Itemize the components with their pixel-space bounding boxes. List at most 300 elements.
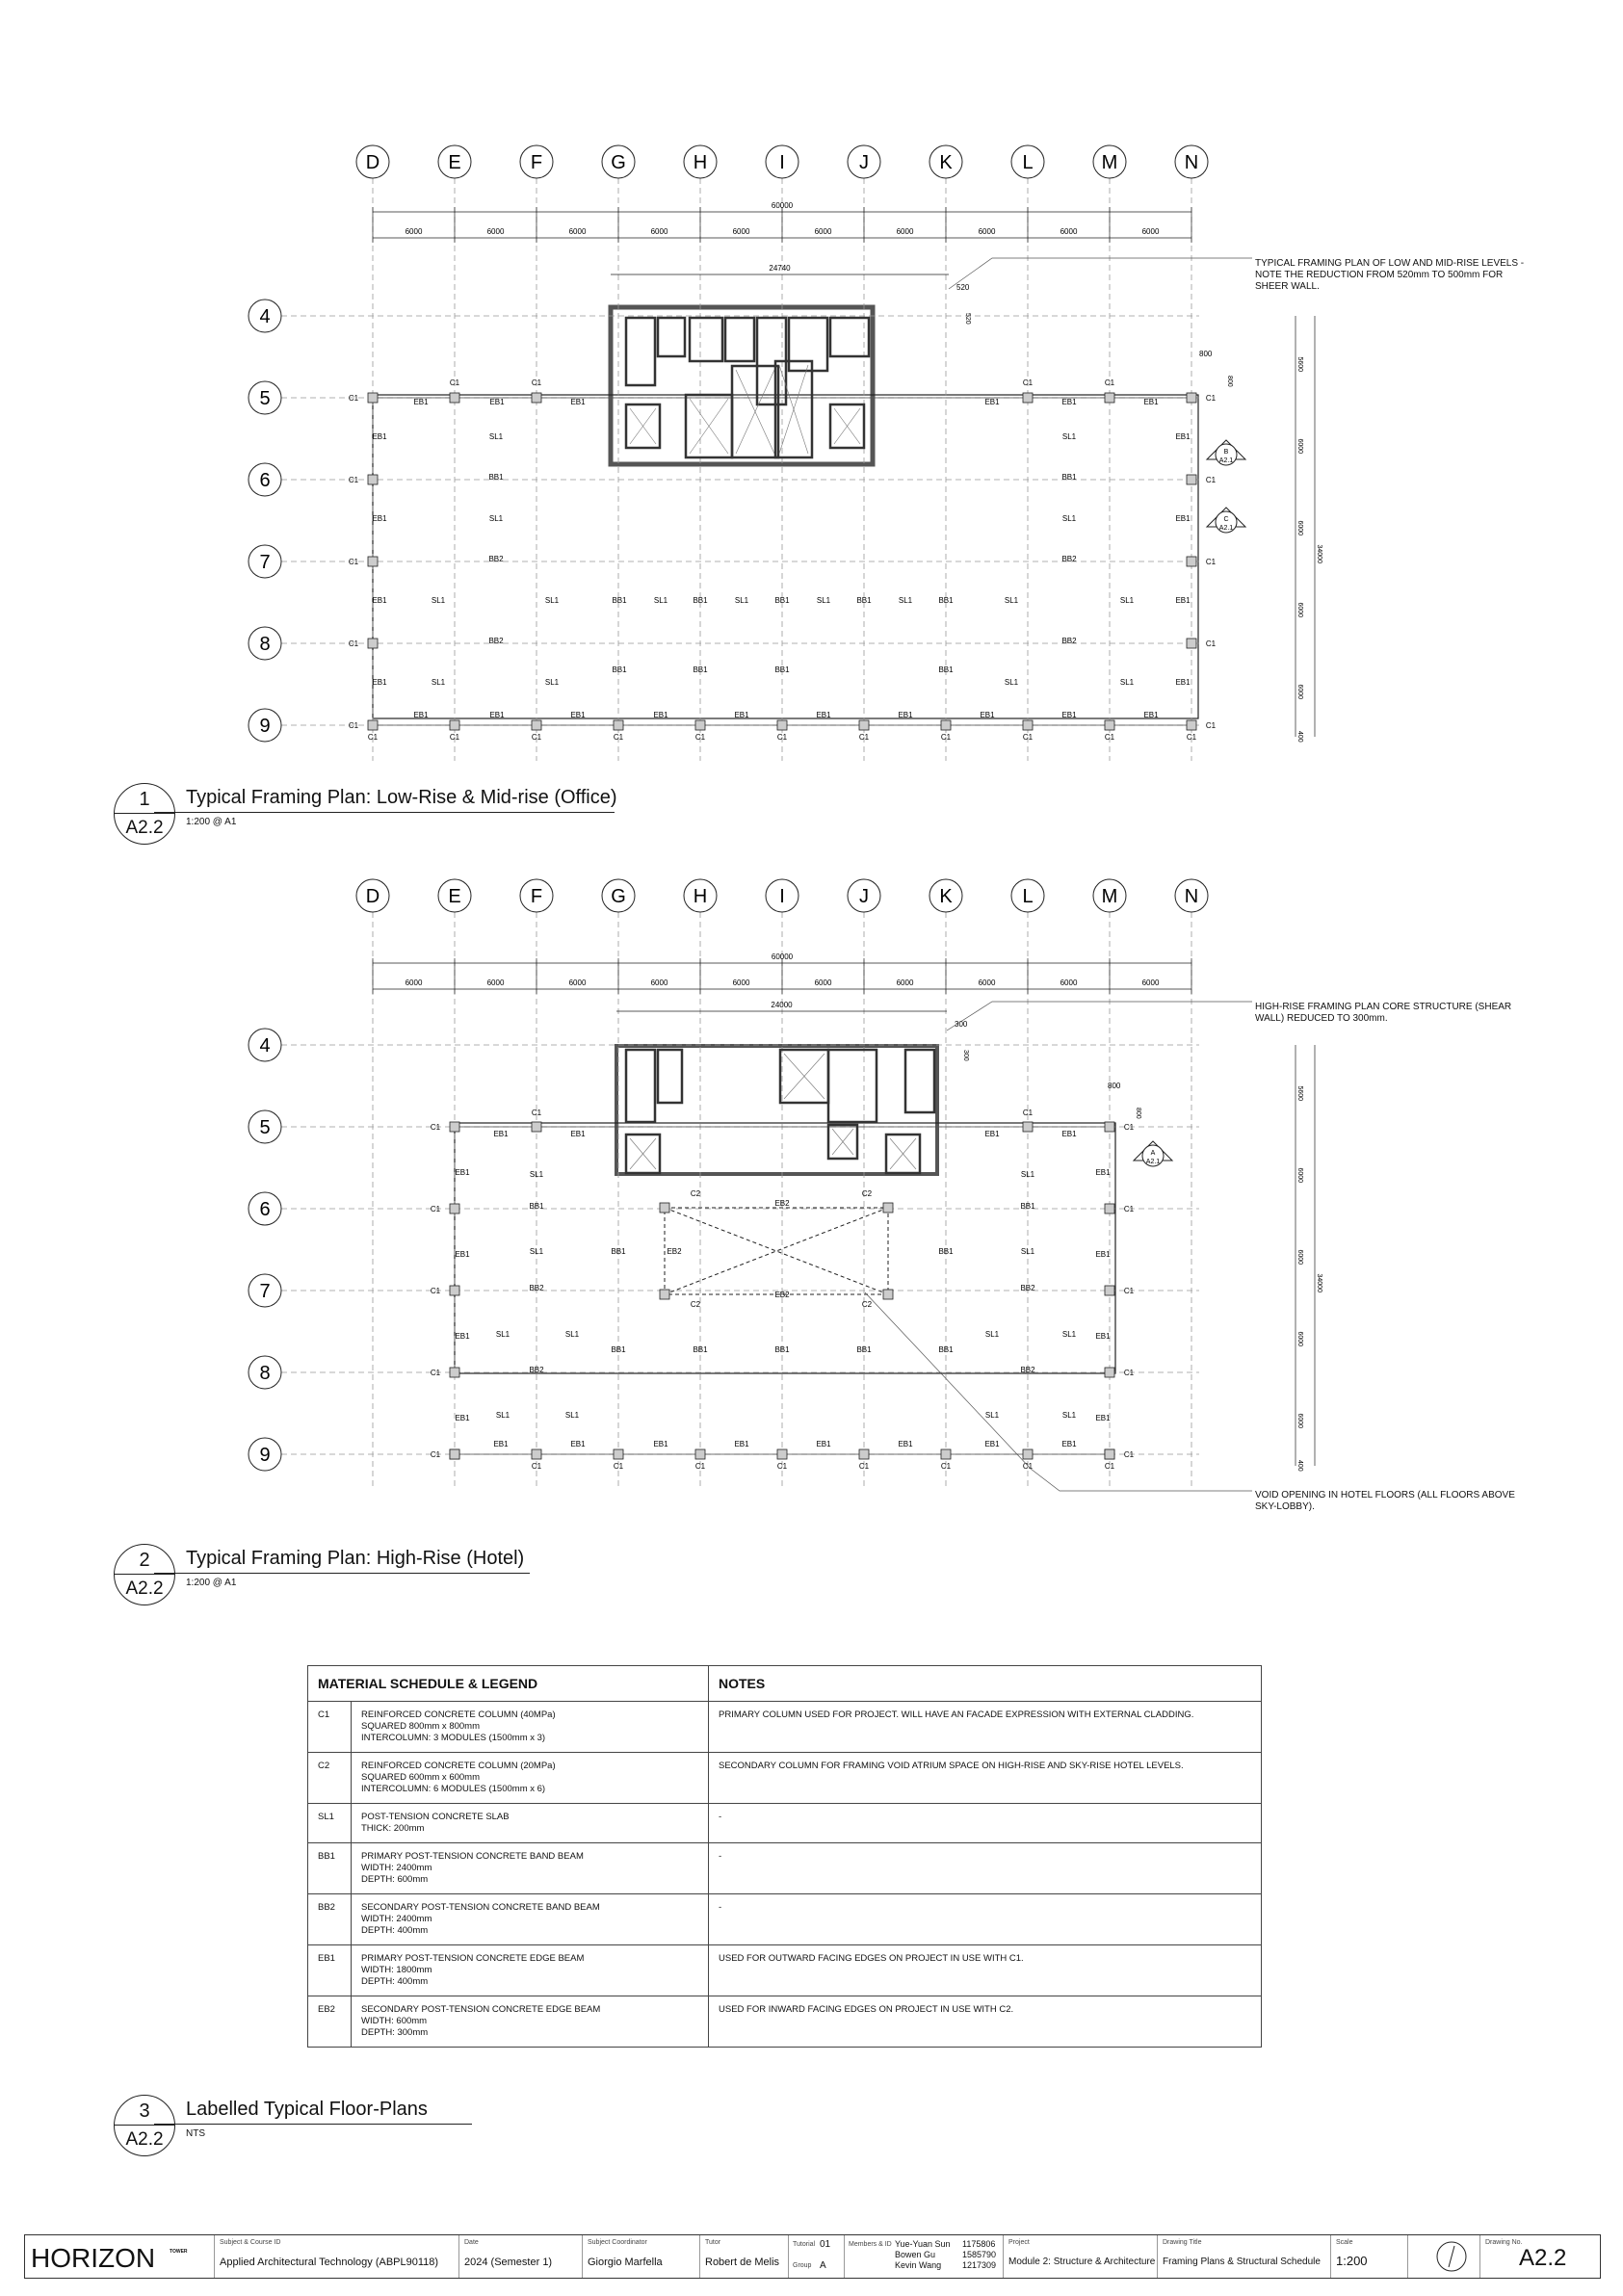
member-label: EB1: [1061, 1440, 1077, 1448]
column: [1187, 393, 1196, 403]
dimension: 6000: [814, 978, 832, 987]
member-label: SL1: [653, 596, 668, 605]
member-row: Bowen Gu 1585790: [895, 2250, 997, 2259]
member-label: SL1: [734, 596, 749, 605]
member-label: SL1: [431, 596, 446, 605]
member-label: EB1: [984, 1130, 1000, 1138]
grid-label: K: [939, 886, 953, 907]
member-label: EB1: [1095, 1250, 1111, 1259]
member-label: C1: [694, 1462, 706, 1471]
grid-label: I: [779, 886, 785, 907]
member-label: EB1: [455, 1168, 470, 1177]
grid-label: 9: [259, 1445, 271, 1466]
member-label: BB1: [693, 1345, 708, 1354]
drawing-badge-1: [114, 783, 175, 845]
member-label: SL1: [1020, 1247, 1035, 1256]
column: [450, 1204, 459, 1213]
member-label: EB1: [1095, 1332, 1111, 1341]
dimension: 5600: [1296, 356, 1303, 373]
member-label: BB1: [488, 473, 504, 482]
core-cell: [830, 318, 869, 356]
member-label: EB1: [570, 1130, 586, 1138]
column: [532, 720, 541, 730]
dimension: 6000: [568, 978, 587, 987]
member-label: C1: [1123, 1123, 1135, 1132]
dimension: 6000: [1296, 1249, 1303, 1265]
column: [883, 1290, 893, 1299]
group: A: [820, 2260, 826, 2271]
member-label: EB1: [1175, 514, 1191, 523]
member-label: C2: [690, 1189, 701, 1198]
member-label: C1: [858, 1462, 870, 1471]
schedule-description: REINFORCED CONCRETE COLUMN (20MPa) SQUARED 600mm x 600mm INTERCOLUMN: 6 MODULES (1500mm x 6): [352, 1753, 709, 1804]
member-label: SL1: [488, 514, 504, 523]
column: [777, 720, 787, 730]
member-label: SL1: [1004, 678, 1019, 687]
column: [1187, 557, 1196, 566]
section-letter: B: [1223, 449, 1229, 456]
member-label: EB1: [653, 711, 668, 719]
grid-label: G: [611, 152, 626, 173]
member-label: C2: [861, 1189, 873, 1198]
member-label: C1: [1123, 1450, 1135, 1459]
member-label: C1: [1205, 558, 1217, 566]
member-label: EB1: [570, 1440, 586, 1448]
member-label: C1: [694, 733, 706, 742]
member-label: SL1: [1061, 432, 1077, 441]
member-label: C1: [348, 558, 359, 566]
column: [1023, 1122, 1033, 1132]
member-label: BB2: [1061, 555, 1077, 563]
grid-label: 9: [259, 716, 271, 737]
member-label: SL1: [898, 596, 913, 605]
member-label: C1: [1186, 733, 1197, 742]
dimension: 6000: [1296, 438, 1303, 455]
scale: 1:200: [1336, 2254, 1368, 2268]
drawing-title-1: Typical Framing Plan: Low-Rise & Mid-rise (Office): [186, 787, 617, 808]
column: [1105, 1204, 1114, 1213]
grid-label: D: [365, 152, 380, 173]
schedule-description: REINFORCED CONCRETE COLUMN (40MPa) SQUARED 800mm x 800mm INTERCOLUMN: 3 MODULES (1500mm x 3): [352, 1702, 709, 1753]
grid-label: 8: [259, 634, 271, 655]
member-label: EB1: [1175, 596, 1191, 605]
column: [1023, 720, 1033, 730]
column: [532, 1122, 541, 1132]
dimension: 6000: [1060, 227, 1078, 236]
member-label: EB1: [898, 1440, 913, 1448]
member-label: BB1: [774, 1345, 790, 1354]
column: [1023, 393, 1033, 403]
member-label: EB1: [372, 514, 387, 523]
member-label: EB1: [489, 711, 505, 719]
member-label: BB1: [693, 596, 708, 605]
grid-label: H: [693, 152, 708, 173]
member-label: C1: [1022, 1109, 1034, 1117]
member-label: EB2: [774, 1199, 790, 1208]
member-label: C1: [430, 1450, 441, 1459]
grid-label: 4: [259, 306, 271, 327]
member-label: C1: [430, 1287, 441, 1295]
schedule-description: PRIMARY POST-TENSION CONCRETE EDGE BEAM WIDTH: 1800mm DEPTH: 400mm: [352, 1945, 709, 1996]
grid-label: 7: [259, 552, 271, 573]
member-label: C1: [348, 476, 359, 484]
core-cell: [690, 318, 722, 361]
drawing-number: 2: [139, 1550, 150, 1571]
dimension: 6000: [732, 978, 750, 987]
grid-label: E: [448, 886, 461, 907]
member-label: BB2: [488, 637, 504, 645]
drawing-scale-1: 1:200 @ A1: [186, 817, 237, 827]
member-label: SL1: [984, 1411, 1000, 1420]
member-label: SL1: [431, 678, 446, 687]
member-label: SL1: [1020, 1170, 1035, 1179]
column: [614, 720, 623, 730]
column: [1105, 1449, 1114, 1459]
column: [859, 720, 869, 730]
dimension: 6000: [405, 227, 423, 236]
member-label: C1: [1022, 1462, 1034, 1471]
member-label: EB1: [734, 711, 749, 719]
member-label: BB1: [612, 665, 627, 674]
column: [695, 1449, 705, 1459]
member-label: SL1: [1004, 596, 1019, 605]
column: [450, 1286, 459, 1295]
member-label: C1: [1104, 733, 1115, 742]
member-label: C1: [430, 1205, 441, 1213]
plan1-note: TYPICAL FRAMING PLAN OF LOW AND MID-RISE LEVELS - NOTE THE REDUCTION FROM 520mm TO 500mm FOR SHEER WALL.: [1255, 258, 1525, 292]
dimension: 34000: [1316, 544, 1322, 563]
drawing-ref: A2.2: [125, 818, 164, 838]
schedule-row: [308, 1843, 1262, 1894]
member-label: BB1: [856, 596, 872, 605]
dimension: 6000: [1060, 978, 1078, 987]
dimension: 300: [955, 1020, 968, 1029]
grid-label: E: [448, 152, 461, 173]
column: [1187, 639, 1196, 648]
member-label: BB1: [938, 665, 954, 674]
member-label: EB1: [1095, 1414, 1111, 1422]
core-cell: [626, 1050, 655, 1122]
member-label: C1: [348, 394, 359, 403]
dimension: 6000: [896, 227, 914, 236]
member-label: SL1: [1119, 678, 1135, 687]
dimension: 6000: [1141, 978, 1160, 987]
member-label: C1: [1123, 1205, 1135, 1213]
member-label: C1: [1104, 378, 1115, 387]
dimension: 24740: [769, 264, 791, 273]
drawing-badge-3: [114, 2095, 175, 2156]
member-label: C1: [531, 733, 542, 742]
member-label: EB1: [816, 711, 831, 719]
drawing-scale-3: NTS: [186, 2128, 205, 2139]
grid-label: 6: [259, 470, 271, 491]
logo: HORIZON: [31, 2243, 156, 2273]
drawing-number: 1: [139, 789, 150, 810]
member-label: C1: [1205, 639, 1217, 648]
member-label: EB2: [774, 1291, 790, 1299]
member-row: Yue-Yuan Sun 1175806: [895, 2239, 996, 2249]
grid-label: H: [693, 886, 708, 907]
member-label: C1: [858, 733, 870, 742]
grid-label: 4: [259, 1035, 271, 1057]
member-row: Kevin Wang 1217309: [895, 2260, 997, 2270]
member-label: C1: [531, 1109, 542, 1117]
column: [660, 1290, 669, 1299]
member-label: C1: [613, 1462, 624, 1471]
member-label: EB2: [667, 1247, 682, 1256]
schedule-code: SL1: [308, 1804, 352, 1843]
member-label: C1: [1205, 721, 1217, 730]
schedule-code: EB2: [308, 1996, 352, 2048]
member-label: SL1: [488, 432, 504, 441]
schedule-row: [308, 1804, 1262, 1843]
schedule-row: [308, 1702, 1262, 1753]
member-label: BB1: [938, 1345, 954, 1354]
column: [777, 1449, 787, 1459]
member-label: BB1: [938, 596, 954, 605]
member-label: EB1: [1095, 1168, 1111, 1177]
member-label: EB1: [493, 1440, 509, 1448]
member-label: SL1: [1119, 596, 1135, 605]
schedule-header: MATERIAL SCHEDULE & LEGEND: [308, 1666, 709, 1702]
member-label: SL1: [529, 1247, 544, 1256]
member-label: C1: [531, 378, 542, 387]
member-label: BB1: [774, 596, 790, 605]
member-label: BB1: [693, 665, 708, 674]
member-label: EB1: [413, 398, 429, 406]
member-label: SL1: [564, 1411, 580, 1420]
tutor: Robert de Melis: [705, 2257, 780, 2268]
schedule-note: -: [709, 1843, 1262, 1894]
member-label: BB2: [1020, 1366, 1035, 1374]
schedule-row: [308, 1753, 1262, 1804]
tutorial: 01: [820, 2239, 831, 2250]
drawing-scale-2: 1:200 @ A1: [186, 1578, 237, 1588]
member-label: EB1: [984, 1440, 1000, 1448]
member-label: C1: [449, 378, 460, 387]
column: [368, 393, 378, 403]
grid-label: J: [859, 152, 869, 173]
member-label: BB1: [856, 1345, 872, 1354]
member-label: EB1: [372, 432, 387, 441]
dimension: 520: [956, 283, 970, 292]
member-label: EB1: [1061, 711, 1077, 719]
member-label: BB2: [1020, 1284, 1035, 1292]
core-cell: [626, 318, 655, 385]
grid-label: F: [530, 886, 543, 907]
grid-label: L: [1022, 886, 1034, 907]
member-label: EB1: [570, 398, 586, 406]
dimension: 520: [964, 313, 971, 325]
core-cell: [725, 318, 754, 361]
grid-label: J: [859, 886, 869, 907]
schedule-description: POST-TENSION CONCRETE SLAB THICK: 200mm: [352, 1804, 709, 1843]
grid-label: M: [1101, 886, 1118, 907]
member-label: SL1: [564, 1330, 580, 1339]
dimension: 6000: [1296, 520, 1303, 536]
member-label: BB1: [774, 665, 790, 674]
dimension: 6000: [650, 227, 668, 236]
date: 2024 (Semester 1): [464, 2257, 553, 2268]
dimension: 6000: [978, 978, 996, 987]
dimension: 6000: [650, 978, 668, 987]
member-label: SL1: [1061, 514, 1077, 523]
subject: Applied Architectural Technology (ABPL90118): [220, 2257, 439, 2268]
drawing-ref: A2.2: [125, 1578, 164, 1599]
grid-label: L: [1022, 152, 1034, 173]
grid-label: 5: [259, 388, 271, 409]
dimension: 6000: [1296, 684, 1303, 700]
column: [941, 1449, 951, 1459]
member-label: C1: [367, 733, 379, 742]
grid-label: N: [1184, 152, 1199, 173]
section-ref: A2.1: [1218, 525, 1234, 532]
material-schedule-table: [307, 1665, 1262, 2048]
member-label: BB2: [529, 1366, 544, 1374]
member-label: C1: [1123, 1369, 1135, 1377]
grid-label: G: [611, 886, 626, 907]
member-label: SL1: [529, 1170, 544, 1179]
dimension: 800: [1199, 350, 1213, 358]
dimension: 6000: [486, 978, 505, 987]
column: [1023, 1449, 1033, 1459]
grid-label: 6: [259, 1199, 271, 1220]
plan2-note: HIGH-RISE FRAMING PLAN CORE STRUCTURE (SHEAR WALL) REDUCED TO 300mm.: [1255, 1002, 1512, 1024]
core-cell: [658, 318, 685, 356]
member-label: EB1: [1143, 398, 1159, 406]
framing-plan-low-mid-rise: [0, 0, 1623, 790]
schedule-row: [308, 1996, 1262, 2048]
section-ref: A2.1: [1218, 457, 1234, 464]
dimension: 6000: [1296, 1413, 1303, 1429]
column: [1105, 1286, 1114, 1295]
schedule-description: SECONDARY POST-TENSION CONCRETE BAND BEAM WIDTH: 2400mm DEPTH: 400mm: [352, 1894, 709, 1945]
member-label: EB1: [1175, 678, 1191, 687]
member-label: EB1: [570, 711, 586, 719]
member-label: SL1: [816, 596, 831, 605]
member-label: C1: [430, 1123, 441, 1132]
column: [614, 1449, 623, 1459]
drawing-title-3: Labelled Typical Floor-Plans: [186, 2099, 428, 2120]
core-cell: [789, 318, 827, 371]
column: [450, 1122, 459, 1132]
dimension: 24000: [771, 1001, 793, 1009]
member-label: C1: [776, 733, 788, 742]
column: [1105, 1122, 1114, 1132]
schedule-note: USED FOR OUTWARD FACING EDGES ON PROJECT IN USE WITH C1.: [709, 1945, 1262, 1996]
column: [450, 1449, 459, 1459]
project: Module 2: Structure & Architecture: [1008, 2257, 1156, 2267]
section-letter: A: [1150, 1150, 1156, 1157]
member-label: C1: [776, 1462, 788, 1471]
member-label: BB2: [488, 555, 504, 563]
dimension: 5600: [1296, 1085, 1303, 1102]
coordinator: Giorgio Marfella: [588, 2257, 663, 2268]
column: [941, 720, 951, 730]
member-label: C1: [531, 1462, 542, 1471]
member-label: EB1: [1143, 711, 1159, 719]
member-label: EB1: [653, 1440, 668, 1448]
core-cell: [828, 1050, 877, 1122]
member-label: SL1: [1061, 1330, 1077, 1339]
schedule-note: -: [709, 1804, 1262, 1843]
dimension: 400: [1296, 731, 1303, 743]
member-label: C1: [1022, 378, 1034, 387]
grid-label: 5: [259, 1117, 271, 1138]
schedule-note: USED FOR INWARD FACING EDGES ON PROJECT IN USE WITH C2.: [709, 1996, 1262, 2048]
north-arrow-icon: [1435, 2240, 1468, 2273]
member-label: EB1: [455, 1332, 470, 1341]
title-block: HORIZON TOWER Subject & Course ID Applied Architectural Technology (ABPL90118) Date 2024 (Semester 1) Subject Coordinator Giorgio Marfella Tutor Robert de Melis Tutorial 01 Group A Members & ID Yue-Yuan Sun 1175806 Bowen Gu 1585790 Kevin Wang 1217309 Project Module 2: Structure & Architecture Drawing Title Framing Plans & Structural Schedule Scale 1:200 Drawing No. A2.2: [24, 2234, 1601, 2279]
column: [1105, 1368, 1114, 1377]
column: [450, 393, 459, 403]
member-label: EB1: [734, 1440, 749, 1448]
drawing-title-2: Typical Framing Plan: High-Rise (Hotel): [186, 1548, 525, 1569]
member-label: C1: [1022, 733, 1034, 742]
schedule-description: SECONDARY POST-TENSION CONCRETE EDGE BEAM WIDTH: 600mm DEPTH: 300mm: [352, 1996, 709, 2048]
member-label: BB1: [1061, 473, 1077, 482]
column: [1187, 475, 1196, 484]
member-label: BB1: [529, 1202, 544, 1211]
drawing-number: 3: [139, 2100, 150, 2122]
dimension: 800: [1108, 1082, 1121, 1090]
member-label: EB1: [898, 711, 913, 719]
column: [695, 720, 705, 730]
column: [883, 1203, 893, 1213]
member-label: C1: [430, 1369, 441, 1377]
column: [450, 720, 459, 730]
dimension: 6000: [1296, 602, 1303, 618]
member-label: C1: [613, 733, 624, 742]
member-label: EB1: [372, 678, 387, 687]
member-label: EB1: [413, 711, 429, 719]
dimension: 800: [1226, 376, 1233, 387]
column: [450, 1368, 459, 1377]
member-label: SL1: [495, 1411, 510, 1420]
member-label: BB1: [938, 1247, 954, 1256]
member-label: C1: [1104, 1462, 1115, 1471]
member-label: C1: [1205, 394, 1217, 403]
dimension: 800: [1135, 1108, 1141, 1119]
member-label: EB1: [489, 398, 505, 406]
grid-label: N: [1184, 886, 1199, 907]
member-label: BB2: [1061, 637, 1077, 645]
member-label: SL1: [495, 1330, 510, 1339]
grid-label: D: [365, 886, 380, 907]
schedule-note: PRIMARY COLUMN USED FOR PROJECT. WILL HAVE AN FACADE EXPRESSION WITH EXTERNAL CLADDING.: [709, 1702, 1262, 1753]
grid-label: K: [939, 152, 953, 173]
drawing-ref: A2.2: [125, 2129, 164, 2150]
member-label: BB1: [611, 1247, 626, 1256]
dimension: 400: [1296, 1460, 1303, 1472]
member-label: SL1: [544, 678, 560, 687]
grid-label: F: [530, 152, 543, 173]
dimension: 6000: [1296, 1167, 1303, 1184]
member-label: C2: [861, 1300, 873, 1309]
schedule-code: EB1: [308, 1945, 352, 1996]
member-label: EB1: [984, 398, 1000, 406]
schedule-row: [308, 1945, 1262, 1996]
drawing-badge-2: [114, 1544, 175, 1605]
column: [532, 393, 541, 403]
member-label: C1: [940, 733, 952, 742]
schedule-note: SECONDARY COLUMN FOR FRAMING VOID ATRIUM SPACE ON HIGH-RISE AND SKY-RISE HOTEL LEVELS.: [709, 1753, 1262, 1804]
member-label: C1: [348, 721, 359, 730]
member-label: BB1: [1020, 1202, 1035, 1211]
notes-header: NOTES: [709, 1666, 1262, 1702]
member-label: SL1: [984, 1330, 1000, 1339]
logo-sub: TOWER: [170, 2249, 188, 2255]
